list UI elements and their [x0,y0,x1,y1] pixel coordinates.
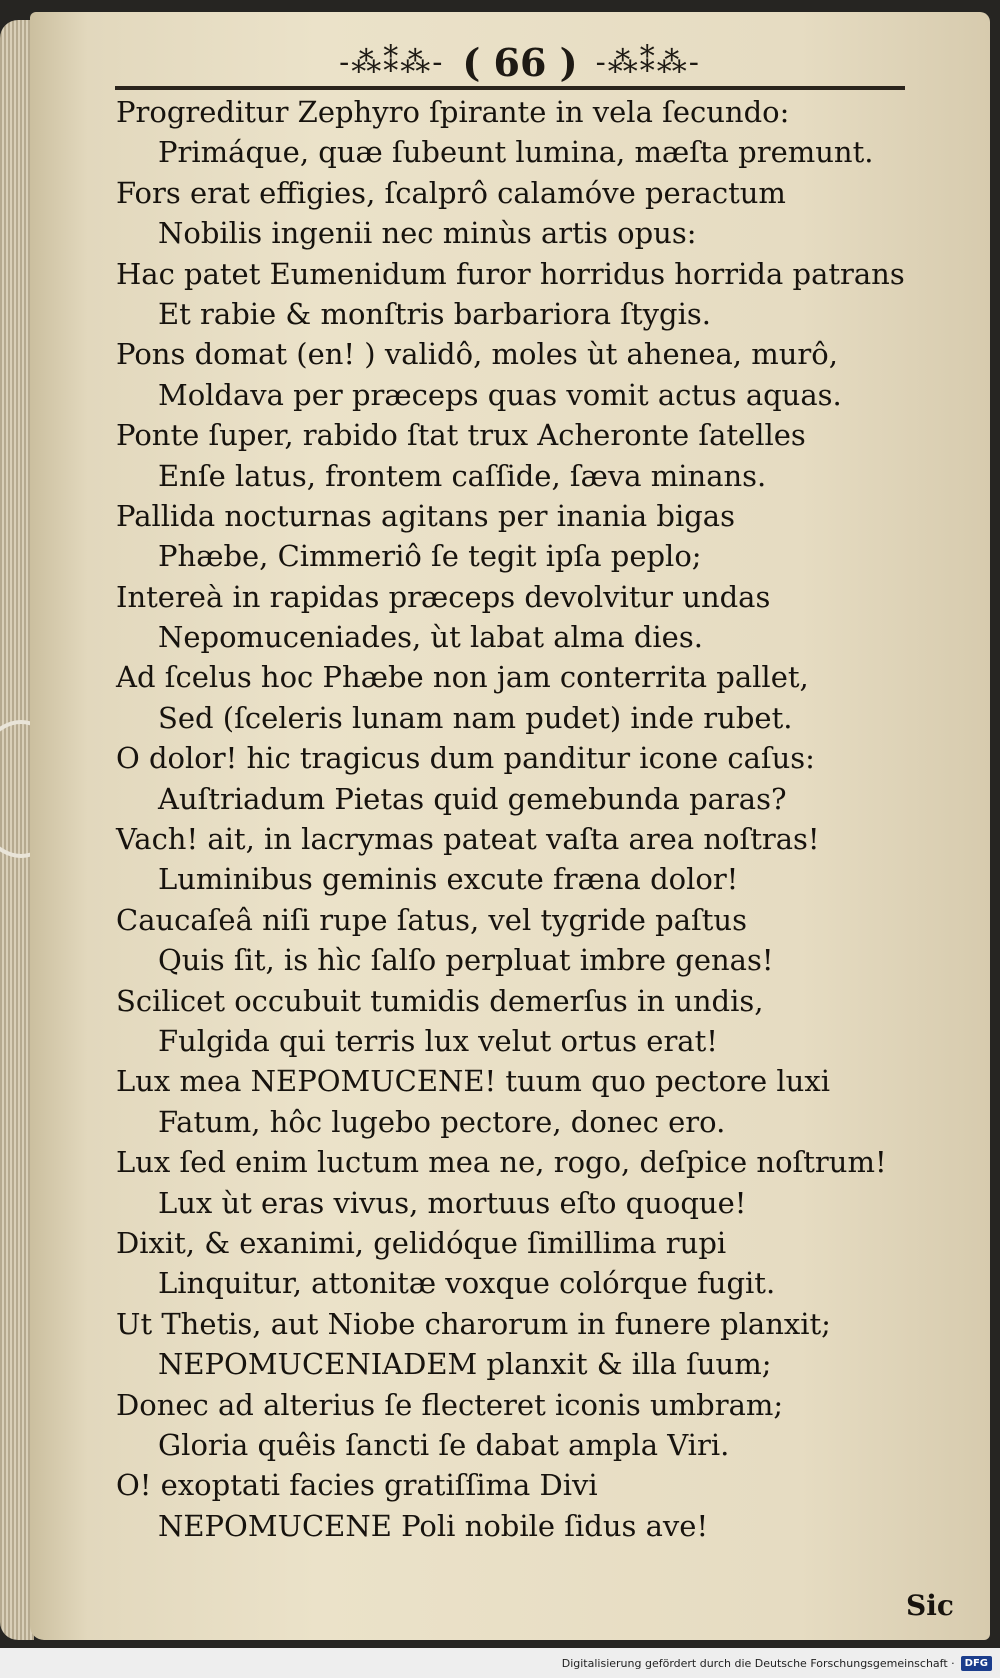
ornament-right: -⁂⁑⁂- [595,44,701,80]
poem-line: Caucaſeâ niſi rupe ſatus, vel tygride paſtus [116,902,747,937]
poem-line: NEPOMUCENIADEM planxit & illa ſuum; [158,1347,772,1382]
poem-text [116,92,976,1546]
footer-credit: Digitalisierung gefördert durch die Deutsche Forschungsgemeinschaft · [561,1656,955,1670]
poem-line: Nepomuceniades, ùt labat alma dies. [158,620,703,655]
poem-line: Ut Thetis, aut Niobe charorum in funere planxit; [116,1306,831,1341]
poem-line: Moldava per præceps quas vomit actus aquas. [158,377,842,412]
poem-line: NEPOMUCENE Poli nobile ſidus ave! [158,1508,709,1543]
header-rule [115,86,905,90]
poem-line: Linquitur, attonitæ voxque colórque fugit. [158,1266,776,1301]
digitization-footer [0,1648,1000,1678]
poem-line: Fors erat effigies, ſcalprô calamóve peractum [116,175,786,210]
poem-line: Sed (ſceleris lunam nam pudet) inde rubet. [158,700,793,735]
page-header [110,32,930,92]
dfg-logo-icon: DFG [961,1656,992,1671]
ornament-left: -⁂⁑⁂- [339,44,445,80]
poem-line: Fatum, hôc lugebo pectore, donec ero. [158,1104,726,1139]
poem-line: Ponte ſuper, rabido ſtat trux Acheronte ſatelles [116,418,806,453]
poem-line: Ad ſcelus hoc Phæbe non jam conterrita pallet, [116,660,809,695]
poem-line: Lux ùt eras vivus, mortuus eſto quoque! [158,1185,747,1220]
poem-line: Phæbe, Cimmeriô ſe tegit ipſa peplo; [158,539,702,574]
poem-line: Et rabie & monſtris barbariora ſtygis. [158,296,711,331]
poem-line: Luminibus geminis excute fræna dolor! [158,862,739,897]
poem-line: Pons domat (en! ) validô, moles ùt ahenea, murô, [116,337,838,372]
poem-line: O dolor! hic tragicus dum panditur icone caſus: [116,741,815,776]
poem-line: Lux ſed enim luctum mea ne, rogo, deſpice noſtrum! [116,1145,887,1180]
poem-line: Intereà in rapidas præceps devolvitur undas [116,579,771,614]
poem-line: Donec ad alterius ſe flecteret iconis umbram; [116,1387,784,1422]
poem-line: Enſe latus, frontem caſſide, ſæva minans. [158,458,767,493]
poem-line: Hac patet Eumenidum furor horridus horrida patrans [116,256,905,291]
poem-line: O! exoptati facies gratiſſima Divi [116,1468,598,1503]
poem-line: Fulgida qui terris lux velut ortus erat! [158,1023,718,1058]
poem-line: Primáque, quæ ſubeunt lumina, mæſta premunt. [158,135,874,170]
poem-line: Dixit, & exanimi, gelidóque ſimillima rupi [116,1225,727,1260]
poem-line: Pallida nocturnas agitans per inania bigas [116,498,735,533]
poem-line: Vach! ait, in lacrymas pateat vaſta area noſtras! [116,822,820,857]
page-number: ( 66 ) [462,39,578,85]
poem-line: Scilicet occubuit tumidis demerſus in undis, [116,983,764,1018]
poem-line: Nobilis ingenii nec minùs artis opus: [158,216,697,251]
poem-line: Quis ſit, is hìc ſalſo perpluat imbre genas! [158,943,774,978]
poem-line: Progreditur Zephyro ſpirante in vela ſecundo: [116,95,790,129]
catchword: Sic [906,1589,954,1622]
poem-line: Auſtriadum Pietas quid gemebunda paras? [158,781,787,816]
poem-line: Lux mea NEPOMUCENE! tuum quo pectore luxi [116,1064,830,1099]
poem-line: Gloria quêis ſancti ſe dabat ampla Viri. [158,1427,730,1462]
book-page [30,12,990,1640]
